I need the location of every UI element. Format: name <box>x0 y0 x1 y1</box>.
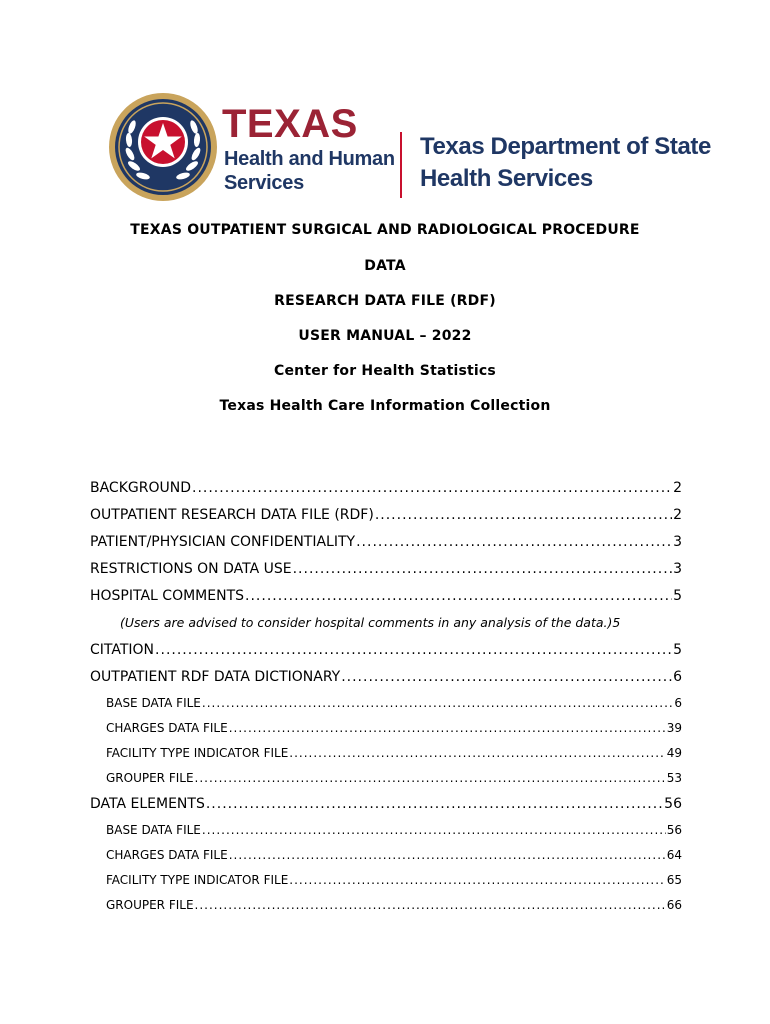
toc-entry[interactable] <box>90 794 682 821</box>
toc-dot-leader <box>155 640 672 660</box>
toc-entry[interactable] <box>90 613 682 640</box>
toc-entry[interactable] <box>90 667 682 694</box>
toc-dot-leader <box>293 559 672 579</box>
toc-dot-leader <box>289 871 665 889</box>
toc-entry[interactable] <box>90 586 682 613</box>
toc-entry-label: OUTPATIENT RDF DATA DICTIONARY <box>90 669 341 685</box>
toc-entry-label: GROUPER FILE <box>106 771 194 785</box>
toc-dot-leader <box>375 505 672 525</box>
toc-entry-page: 3 <box>673 534 682 550</box>
toc-entry[interactable] <box>90 640 682 667</box>
toc-entry-page: 53 <box>666 771 682 785</box>
toc-entry-label: HOSPITAL COMMENTS <box>90 588 245 604</box>
toc-entry-label: GROUPER FILE <box>106 898 194 912</box>
toc-entry[interactable] <box>90 846 682 871</box>
toc-dot-leader <box>195 769 666 787</box>
toc-dot-leader <box>202 821 666 839</box>
toc-entry[interactable] <box>90 744 682 769</box>
toc-entry-label: CHARGES DATA FILE <box>106 848 228 862</box>
toc-entry-label: FACILITY TYPE INDICATOR FILE <box>106 873 289 887</box>
toc-entry-page: 56 <box>666 823 682 837</box>
logo-texas-word: TEXAS <box>222 102 358 146</box>
toc-entry-page: 56 <box>664 796 682 812</box>
toc-entry-page: 2 <box>673 507 682 523</box>
toc-dot-leader <box>245 586 672 606</box>
agency-logos <box>108 92 711 204</box>
toc-entry-page: 6 <box>673 669 682 685</box>
toc-entry[interactable] <box>90 559 682 586</box>
toc-entry-page: 49 <box>666 746 682 760</box>
title-line-6: Texas Health Care Information Collection <box>219 398 551 414</box>
toc-entry[interactable] <box>90 505 682 532</box>
toc-entry-label: RESTRICTIONS ON DATA USE <box>90 561 292 577</box>
toc-entry[interactable] <box>90 694 682 719</box>
title-line-4: USER MANUAL – 2022 <box>298 328 472 344</box>
logo-dshs-line1: Texas Department of State <box>420 133 711 160</box>
toc-entry[interactable] <box>90 769 682 794</box>
toc-entry-label: BASE DATA FILE <box>106 696 201 710</box>
table-of-contents <box>90 478 682 921</box>
toc-entry-page: 3 <box>673 561 682 577</box>
toc-entry-label: FACILITY TYPE INDICATOR FILE <box>106 746 289 760</box>
toc-dot-leader <box>202 694 673 712</box>
document-title-block <box>80 220 690 414</box>
toc-entry[interactable] <box>90 896 682 921</box>
toc-dot-leader <box>195 896 666 914</box>
toc-entry-page: 2 <box>673 480 682 496</box>
toc-dot-leader <box>192 478 672 498</box>
toc-dot-leader <box>229 719 666 737</box>
title-line-3: RESEARCH DATA FILE (RDF) <box>274 293 496 309</box>
texas-star-seal-icon <box>108 92 218 202</box>
toc-entry-label: (Users are advised to consider hospital comments in any analysis of the data.) <box>120 615 613 630</box>
toc-entry-label: DATA ELEMENTS <box>90 796 205 812</box>
toc-entry-label: CITATION <box>90 642 155 658</box>
toc-entry-label: PATIENT/PHYSICIAN CONFIDENTIALITY <box>90 534 356 550</box>
toc-entry-page: 5 <box>673 642 682 658</box>
logo-dshs-line2: Health Services <box>420 165 593 192</box>
toc-entry-label: OUTPATIENT RESEARCH DATA FILE (RDF) <box>90 507 374 523</box>
toc-entry[interactable] <box>90 719 682 744</box>
toc-dot-leader <box>229 846 666 864</box>
toc-entry-page: 5 <box>673 588 682 604</box>
toc-entry[interactable] <box>90 821 682 846</box>
toc-entry[interactable] <box>90 478 682 505</box>
title-line-5: Center for Health Statistics <box>274 363 496 379</box>
title-line-2: DATA <box>364 258 406 274</box>
toc-entry-page: 66 <box>666 898 682 912</box>
toc-dot-leader <box>289 744 665 762</box>
toc-dot-leader <box>341 667 672 687</box>
toc-entry[interactable] <box>90 871 682 896</box>
toc-entry-page: 65 <box>666 873 682 887</box>
toc-entry[interactable] <box>90 532 682 559</box>
logo-hhs-line2: Services <box>224 172 304 194</box>
toc-entry-page: 5 <box>612 615 621 630</box>
toc-entry-page: 64 <box>666 848 682 862</box>
toc-entry-page: 39 <box>666 721 682 735</box>
toc-entry-label: BASE DATA FILE <box>106 823 201 837</box>
toc-dot-leader <box>206 794 663 814</box>
logo-divider <box>400 132 402 198</box>
toc-entry-label: BACKGROUND <box>90 480 191 496</box>
toc-entry-page: 6 <box>674 696 682 710</box>
logo-hhs-line1: Health and Human <box>224 148 395 170</box>
title-line-1: TEXAS OUTPATIENT SURGICAL AND RADIOLOGICAL PROCEDURE <box>130 222 640 238</box>
toc-entry-label: CHARGES DATA FILE <box>106 721 228 735</box>
toc-dot-leader <box>356 532 672 552</box>
